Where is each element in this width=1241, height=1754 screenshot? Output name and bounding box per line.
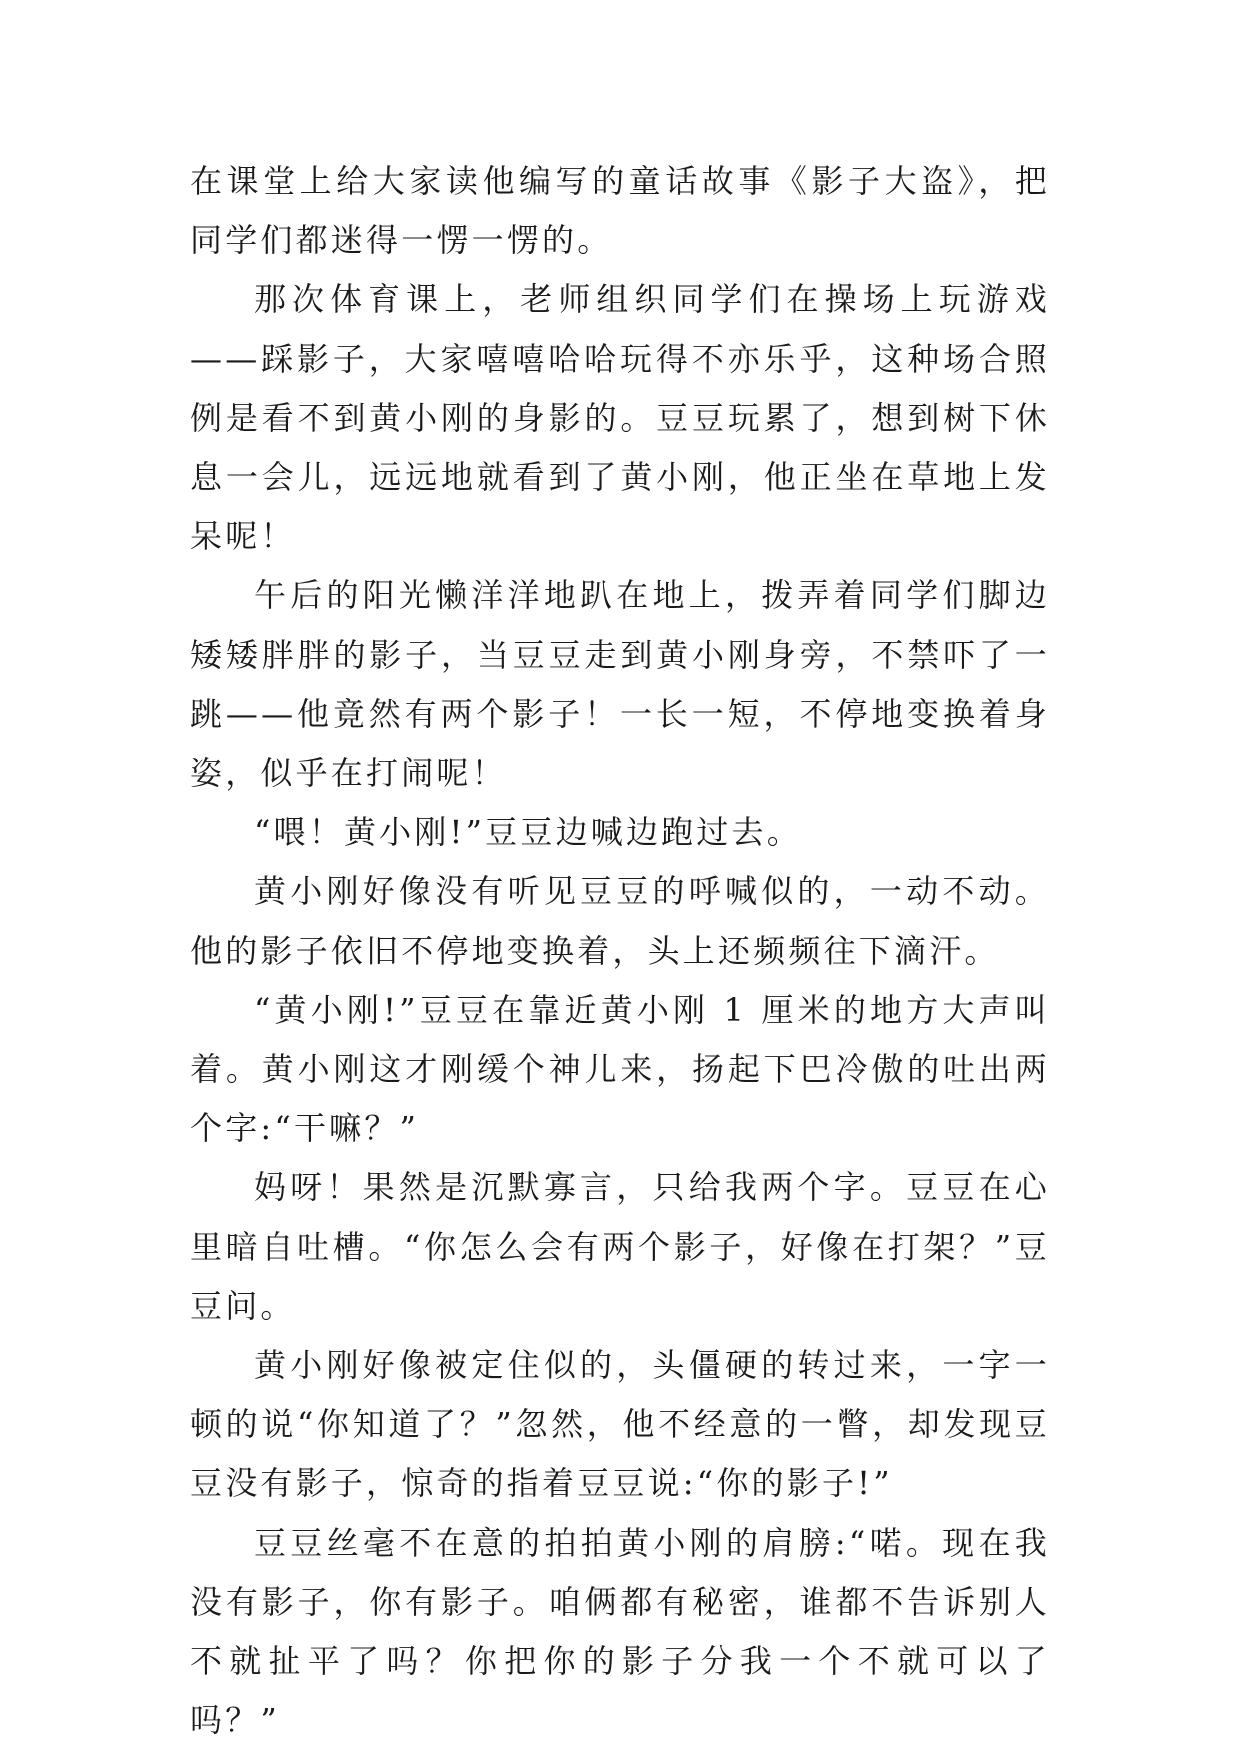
paragraph-8: 黄小刚好像被定住似的，头僵硬的转过来，一字一顿的说“你知道了？”忽然，他不经意的一瞥，却发现豆豆没有影子，惊奇的指着豆豆说:“你的影子!” <box>190 1346 1050 1503</box>
paragraph-6: “黄小刚!”豆豆在靠近黄小刚 1 厘米的地方大声叫着。黄小刚这才刚缓个神儿来，扬起下巴冷傲的吐出两个字:“干嘛？” <box>190 990 1050 1148</box>
paragraph-3: 午后的阳光懒洋洋地趴在地上，拨弄着同学们脚边矮矮胖胖的影子，当豆豆走到黄小刚身旁，不禁吓了一跳——他竟然有两个影子！一长一短，不停地变换着身姿，似乎在打闹呢！ <box>190 576 1050 793</box>
paragraph-9: 豆豆丝毫不在意的拍拍黄小刚的肩膀:“喏。现在我没有影子，你有影子。咱俩都有秘密，谁都不告诉别人不就扯平了吗？你把你的影子分我一个不就可以了吗？” <box>190 1523 1050 1740</box>
paragraph-2: 那次体育课上，老师组织同学们在操场上玩游戏——踩影子，大家嘻嘻哈哈玩得不亦乐乎，这种场合照例是看不到黄小刚的身影的。豆豆玩累了，想到树下休息一会儿，远远地就看到了黄小刚，他正坐在草地上发呆呢！ <box>190 280 1050 556</box>
paragraph-7: 妈呀！果然是沉默寡言，只给我两个字。豆豆在心里暗自吐槽。“你怎么会有两个影子，好像在打架？”豆豆问。 <box>190 1168 1050 1325</box>
paragraph-4: “喂！黄小刚!”豆豆边喊边跑过去。 <box>254 813 802 852</box>
paragraph-5: 黄小刚好像没有听见豆豆的呼喊似的，一动不动。他的影子依旧不停地变换着，头上还频频往下滴汗。 <box>190 872 1050 970</box>
body-text <box>190 152 1050 1750</box>
paragraph-1: 在课堂上给大家读他编写的童话故事《影子大盗》，把同学们都迷得一愣一愣的。 <box>190 162 1050 260</box>
